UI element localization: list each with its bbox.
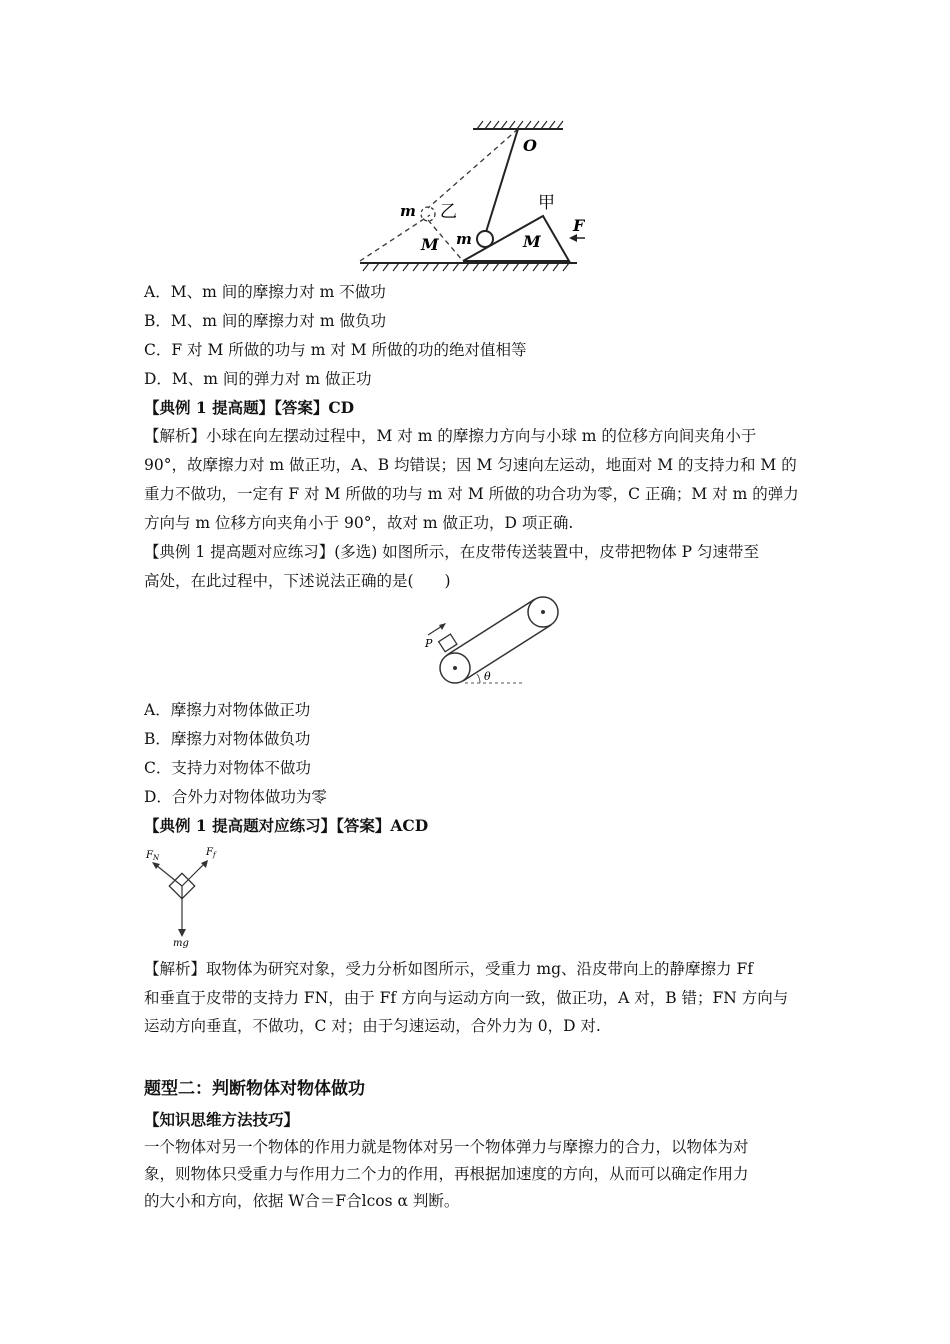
q1-option-c: C．F 对 M 所做的功与 m 对 M 所做的功的绝对值相等 (144, 341, 527, 359)
label-m-left: m (400, 202, 416, 220)
practice-analysis-line-1: 【解析】取物体为研究对象，受力分析如图所示，受重力 mg、沿皮带向上的静摩擦力 Ff (144, 960, 753, 978)
practice-stem-line-1: 【典例 1 提高题对应练习】(多选) 如图所示，在皮带传送装置中，皮带把物体 P 匀速带至 (144, 543, 760, 561)
practice-analysis-line-3: 运动方向垂直，不做功，C 对；由于匀速运动，合外力为 0，D 对. (144, 1017, 601, 1035)
label-P: P (425, 637, 433, 650)
section-title: 题型二：判断物体对物体做功 (144, 1079, 365, 1099)
label-F: F (573, 216, 585, 235)
practice-option-a: A．摩擦力对物体做正功 (144, 701, 311, 719)
q1-analysis-line-1: 【解析】小球在向左摆动过程中，M 对 m 的摩擦力方向与小球 m 的位移方向间夹角小于 (144, 427, 757, 445)
q1-answer: 【典例 1 提高题】【答案】CD (144, 398, 355, 417)
conveyor-belt-figure (420, 593, 565, 688)
label-M-right: M (523, 232, 541, 251)
section-body-line-2: 象，则物体只受重力与作用力二个力的作用，再根据加速度的方向，从而可以确定作用力 (144, 1165, 749, 1183)
q1-option-b: B．M、m 间的摩擦力对 m 做负功 (144, 312, 386, 330)
label-Ff: $F_f$ (206, 847, 216, 859)
label-theta: θ (484, 670, 491, 683)
label-m-mid: m (456, 230, 472, 248)
label-O: O (523, 136, 537, 155)
label-FN: $F_N$ (146, 850, 160, 862)
section-body-line-1: 一个物体对另一个物体的作用力就是物体对另一个物体弹力与摩擦力的合力，以物体为对 (144, 1138, 749, 1156)
section-body-line-3: 的大小和方向，依据 W合＝F合lcos α 判断。 (144, 1192, 460, 1210)
practice-option-b: B．摩擦力对物体做负功 (144, 730, 311, 748)
pendulum-wedge-figure (355, 118, 585, 273)
practice-answer: 【典例 1 提高题对应练习】【答案】ACD (144, 816, 429, 835)
label-yi: 乙 (440, 202, 457, 222)
practice-option-d: D．合外力对物体做功为零 (144, 788, 327, 806)
q1-analysis-line-2: 90°，故摩擦力对 m 做正功，A、B 均错误；因 M 匀速向左运动，地面对 M 的支持力和 M 的 (144, 456, 797, 474)
q1-option-d: D．M、m 间的弹力对 m 做正功 (144, 370, 372, 388)
force-diagram-figure (140, 843, 230, 949)
q1-option-a: A．M、m 间的摩擦力对 m 不做功 (144, 283, 386, 301)
q1-analysis-line-4: 方向与 m 位移方向夹角小于 90°，故对 m 做正功，D 项正确. (144, 514, 574, 532)
practice-analysis-line-2: 和垂直于皮带的支持力 FN，由于 Ff 方向与运动方向一致，做正功，A 对，B 错；FN 方向与 (144, 989, 789, 1007)
label-M-left: M (421, 235, 439, 254)
q1-analysis-line-3: 重力不做功，一定有 F 对 M 所做的功与 m 对 M 所做的功合功为零，C 正确；M 对 m 的弹力 (144, 485, 799, 503)
label-jia: 甲 (538, 193, 555, 213)
label-mg: mg (173, 938, 189, 949)
practice-option-c: C．支持力对物体不做功 (144, 759, 311, 777)
section-subtitle: 【知识思维方法技巧】 (144, 1110, 300, 1129)
practice-stem-line-2: 高处，在此过程中，下述说法正确的是( ) (144, 572, 451, 590)
